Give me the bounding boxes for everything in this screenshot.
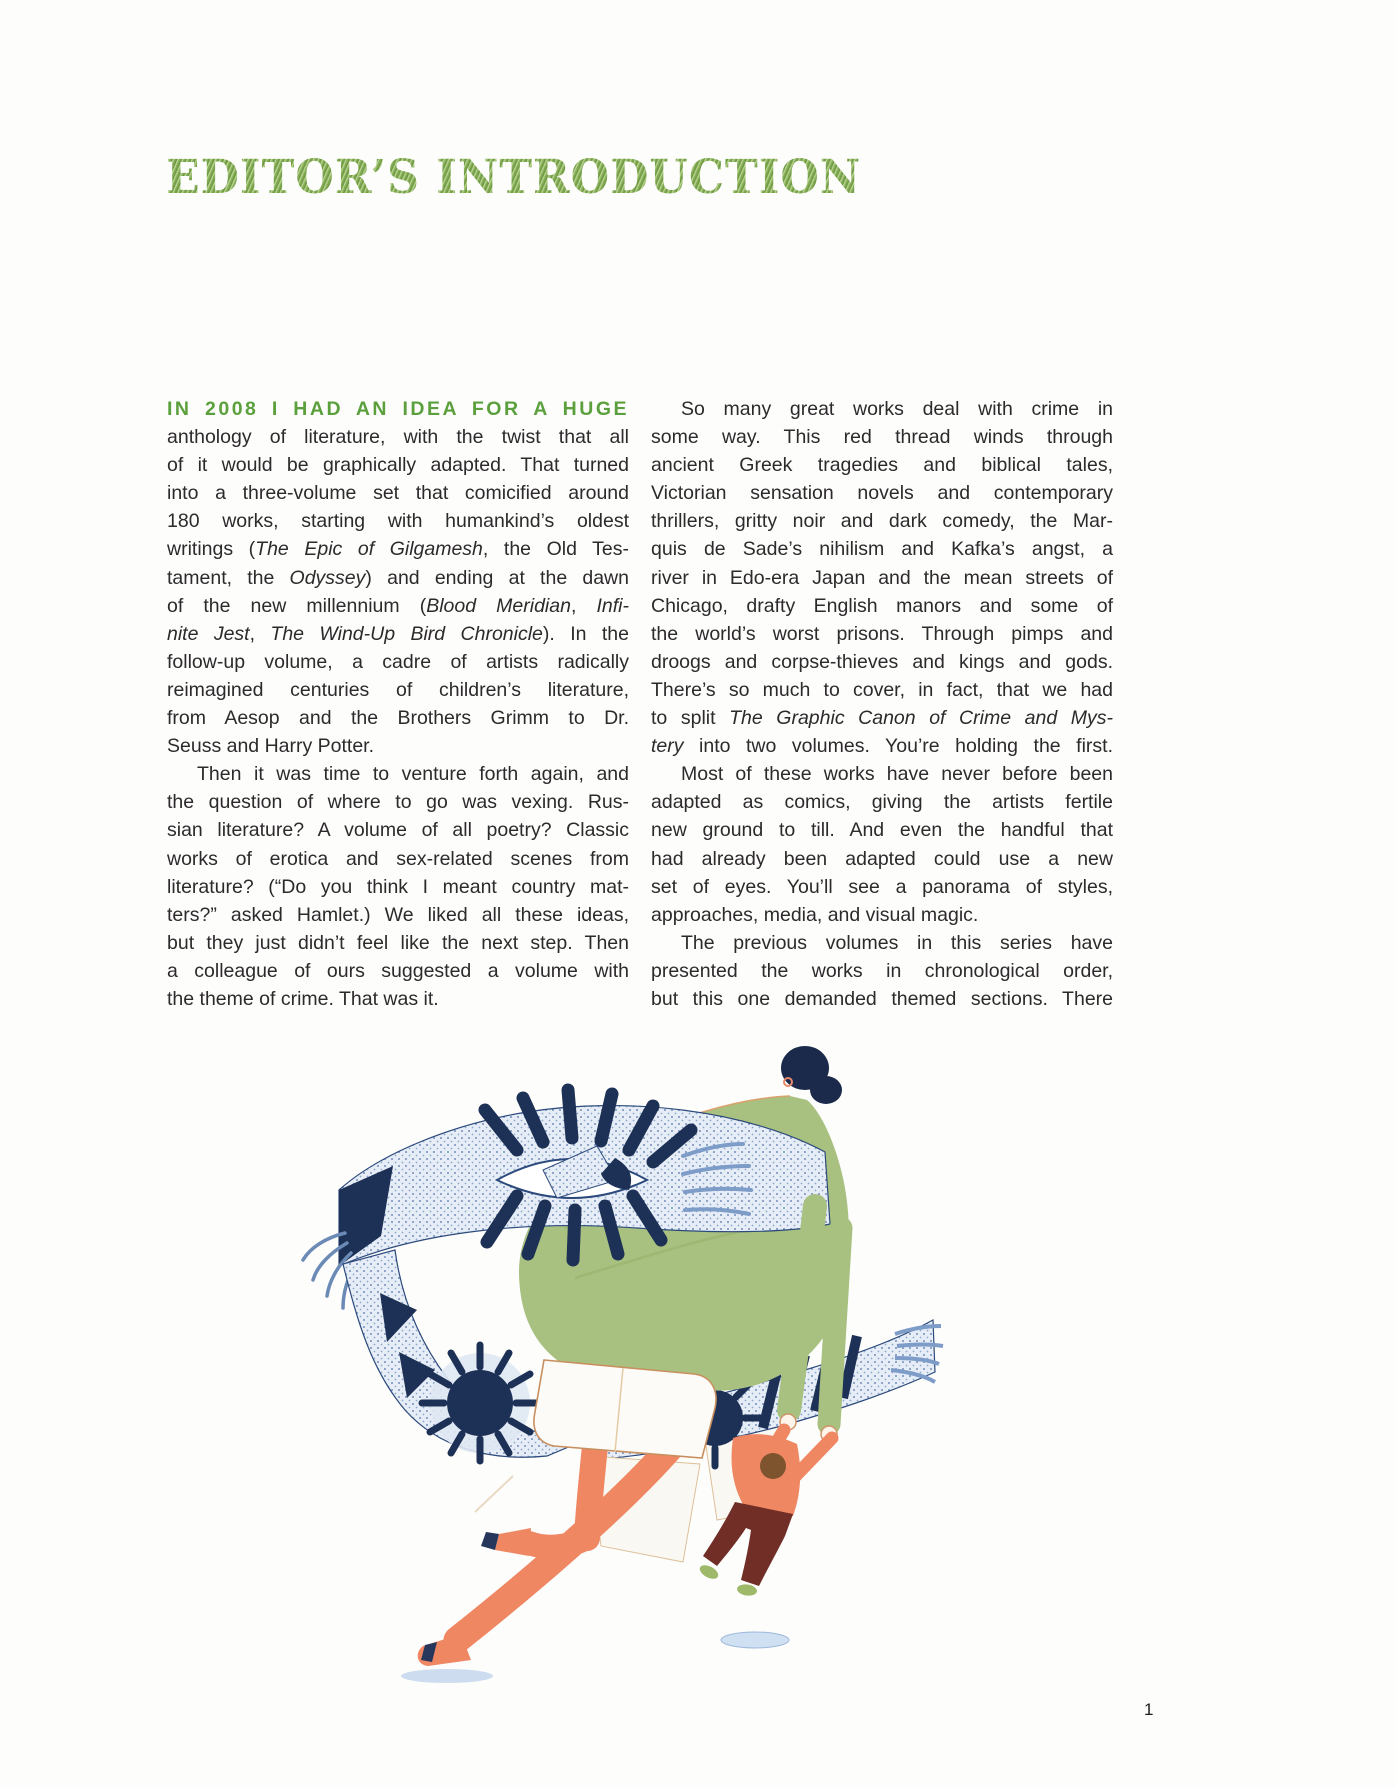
body-line <box>167 760 629 788</box>
text-run-italic: The Graphic Canon of Crime and Mys- <box>729 707 1113 730</box>
text-run: the world’s worst prisons. Through pimps and <box>651 622 1113 645</box>
text-run-italic: tery <box>651 735 684 758</box>
runner-legs <box>418 1446 670 1666</box>
text-run: 180 works, starting with humankind’s oldest <box>167 510 629 533</box>
body-line <box>167 957 629 985</box>
text-run: , <box>570 594 597 617</box>
body-line <box>651 676 1113 704</box>
text-run: set of eyes. You’ll see a panorama of styles, <box>651 875 1113 898</box>
body-line <box>651 648 1113 676</box>
text-run: some way. This red thread winds through <box>651 426 1113 449</box>
text-run: a colleague of ours suggested a volume with <box>167 959 629 982</box>
text-run: Seuss and Harry Potter. <box>167 735 375 758</box>
body-line <box>167 535 629 563</box>
body-line <box>651 592 1113 620</box>
puddle-shadow <box>721 1632 789 1648</box>
illustration-runner-with-child <box>285 1038 950 1693</box>
text-run: The previous volumes in this series have <box>681 931 1113 954</box>
body-line <box>651 845 1113 873</box>
text-run: works of erotica and sex-related scenes from <box>167 847 629 870</box>
text-run: quis de Sade’s nihilism and Kafka’s angst, a <box>651 538 1113 561</box>
page-title: EDITOR’S INTRODUCTION <box>166 150 862 205</box>
body-line <box>651 760 1113 788</box>
text-run: ters?” asked Hamlet.) We liked all these ideas, <box>167 903 629 926</box>
body-line <box>167 507 629 535</box>
body-line <box>167 901 629 929</box>
body-line <box>167 479 629 507</box>
text-run: Chicago, drafty English manors and some of <box>651 594 1113 617</box>
text-run: the question of where to go was vexing. Rus- <box>167 791 629 814</box>
text-run: ) and ending at the dawn <box>365 566 629 589</box>
body-line <box>167 873 629 901</box>
lead-in-line <box>167 395 629 423</box>
body-line <box>651 901 1113 929</box>
text-run: of the new millennium ( <box>167 594 427 617</box>
text-run-italic: Odyssey <box>289 566 366 589</box>
text-run: sian literature? A volume of all poetry? Classic <box>167 819 629 842</box>
text-run: ). In the <box>542 622 629 645</box>
body-line <box>167 451 629 479</box>
body-line <box>167 929 629 957</box>
text-column-left <box>167 395 629 1013</box>
text-run-italic: nite Jest <box>167 622 250 645</box>
body-line <box>651 451 1113 479</box>
text-run: ancient Greek tragedies and biblical tales, <box>651 454 1113 477</box>
page-number: 1 <box>1144 1700 1154 1719</box>
text-run: Victorian sensation novels and contemporary <box>651 482 1113 505</box>
body-line <box>167 816 629 844</box>
shorts <box>534 1360 716 1458</box>
text-run: Then it was time to venture forth again, and <box>197 763 629 786</box>
body-line <box>651 732 1113 760</box>
text-run: of it would be graphically adapted. That turned <box>167 454 629 477</box>
text-run: the theme of crime. That was it. <box>167 987 439 1010</box>
text-column-right <box>651 395 1113 1013</box>
text-run: Most of these works have never before been <box>681 763 1113 786</box>
text-run: There’s so much to cover, in fact, that we had <box>651 678 1113 701</box>
body-line <box>651 929 1113 957</box>
text-run: So many great works deal with crime in <box>681 398 1113 420</box>
text-run-italic: The Epic of Gilgamesh <box>255 538 483 561</box>
body-line <box>167 704 629 732</box>
child-shoe <box>736 1583 757 1597</box>
text-run: follow-up volume, a cadre of artists radically <box>167 650 629 673</box>
text-run: river in Edo-era Japan and the mean streets of <box>651 566 1113 589</box>
text-run: thrillers, gritty noir and dark comedy, the Mar- <box>651 510 1113 533</box>
body-line <box>651 395 1113 423</box>
text-run: reimagined centuries of children’s literature, <box>167 678 629 701</box>
body-line <box>651 479 1113 507</box>
body-line <box>167 788 629 816</box>
text-run: droogs and corpse-thieves and kings and gods. <box>651 650 1113 673</box>
body-line <box>651 873 1113 901</box>
body-line <box>651 704 1113 732</box>
text-run: IN 2008 I HAD AN IDEA FOR A HUGE <box>167 398 629 420</box>
body-line <box>167 592 629 620</box>
body-line <box>167 676 629 704</box>
body-line <box>651 423 1113 451</box>
text-run: presented the works in chronological order, <box>651 959 1113 982</box>
text-run: , <box>249 622 271 645</box>
text-run: approaches, media, and visual magic. <box>651 903 979 926</box>
text-run-italic: Infi- <box>596 594 629 617</box>
text-run: from Aesop and the Brothers Grimm to Dr. <box>167 707 629 730</box>
body-line <box>167 648 629 676</box>
text-run: to split <box>651 707 730 730</box>
text-run-italic: Blood Meridian <box>426 594 571 617</box>
body-line <box>651 816 1113 844</box>
text-run: writings ( <box>167 538 256 561</box>
text-run: anthology of literature, with the twist that all <box>167 426 629 449</box>
text-run: had already been adapted could use a new <box>651 847 1113 870</box>
body-line <box>167 845 629 873</box>
text-run-italic: The Wind-Up Bird Chronicle <box>270 622 543 645</box>
body-line <box>651 507 1113 535</box>
body-line <box>651 957 1113 985</box>
text-run: tament, the <box>167 566 290 589</box>
text-run: , the Old Tes- <box>482 538 629 561</box>
text-run: new ground to till. And even the handful that <box>651 819 1113 842</box>
foot-shadow <box>401 1669 493 1683</box>
body-line <box>167 564 629 592</box>
body-line <box>167 620 629 648</box>
body-line <box>167 732 629 760</box>
body-line <box>167 985 629 1013</box>
body-line <box>651 564 1113 592</box>
text-run: into two volumes. You’re holding the first. <box>683 735 1113 758</box>
child-hair <box>760 1453 786 1479</box>
body-line <box>651 788 1113 816</box>
text-run: adapted as comics, giving the artists fertile <box>651 791 1113 814</box>
text-run: literature? (“Do you think I meant country mat- <box>167 875 629 898</box>
text-run: but they just didn’t feel like the next step. Then <box>167 931 629 954</box>
text-run: into a three-volume set that comicified around <box>167 482 629 505</box>
text-run: but this one demanded themed sections. There <box>651 987 1113 1010</box>
body-line <box>651 985 1113 1013</box>
body-line <box>651 535 1113 563</box>
body-line <box>651 620 1113 648</box>
body-line <box>167 423 629 451</box>
